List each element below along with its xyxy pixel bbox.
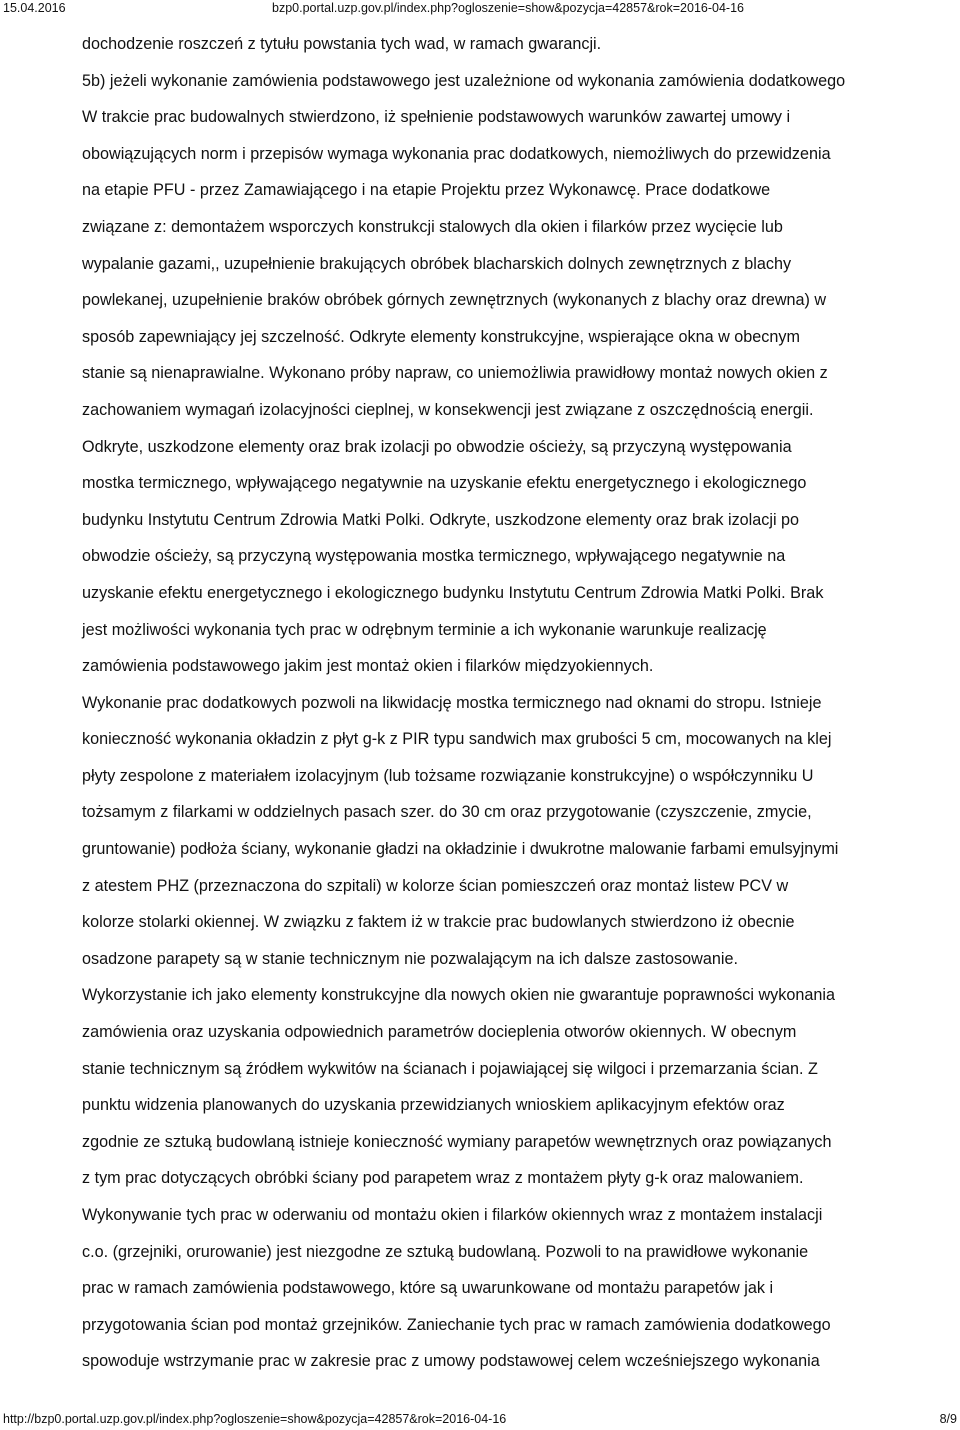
text-line: obowiązujących norm i przepisów wymaga wykonania prac dodatkowych, niemożliwych do przewidzenia [82, 144, 831, 163]
text-line: płyty zespolone z materiałem izolacyjnym (lub tożsame rozwiązanie konstrukcyjne) o współczynniku U [82, 766, 814, 785]
text-line: mostka termicznego, wpływającego negatywnie na uzyskanie efektu energetycznego i ekologicznego [82, 474, 807, 493]
text-line: powlekanej, uzupełnienie braków obróbek górnych zewnętrznych (wykonanych z blachy oraz drewna) w [82, 291, 827, 310]
text-line: budynku Instytutu Centrum Zdrowia Matki Polki. Odkryte, uszkodzone elementy oraz brak izolacji po [82, 510, 800, 529]
footer-url: http://bzp0.portal.uzp.gov.pl/index.php?ogloszenie=show&pozycja=42857&rok=2016-04-16 [3, 1412, 507, 1426]
text-line: wypalanie gazami,, uzupełnienie brakujących obróbek blacharskich dolnych zewnętrznych z blachy [82, 254, 792, 273]
text-line: zamówienia podstawowego jakim jest montaż okien i filarków międzyokiennych. [82, 657, 654, 676]
text-line: zamówienia oraz uzyskania odpowiednich parametrów docieplenia otworów okiennych. W obecnym [82, 1023, 797, 1042]
text-line: dochodzenie roszczeń z tytułu powstania tych wad, w ramach gwarancji. [82, 35, 602, 53]
text-line: c.o. (grzejniki, orurowanie) jest niezgodne ze sztuką budowlaną. Pozwoli to na prawidłowe wykonanie [82, 1242, 809, 1261]
text-line: związane z: demontażem wsporczych konstrukcji stalowych dla okien i filarków przez wycięcie lub [82, 217, 783, 236]
text-line: spowoduje wstrzymanie prac w zakresie prac z umowy podstawowej celem wcześniejszego wykonania [82, 1352, 820, 1371]
text-line: kolorze stolarki okiennej. W związku z faktem iż w trakcie prac budowlanych stwierdzono iż obecnie [82, 913, 795, 932]
text-line: Wykonywanie tych prac w oderwaniu od montażu okien i filarków okiennych wraz z montażem instalacji [82, 1206, 823, 1224]
text-line: na etapie PFU - przez Zamawiającego i na etapie Projektu przez Wykonawcę. Prace dodatkowe [82, 181, 771, 200]
document-body [82, 26, 954, 1380]
page-number: 8/9 [939, 1412, 957, 1426]
text-line: osadzone parapety są w stanie technicznym nie pozwalającym na ich dalsze zastosowanie. [82, 949, 738, 968]
text-line: zgodnie ze sztuką budowlaną istnieje konieczność wymiany parapetów wewnętrznych oraz powiązanych [82, 1132, 832, 1151]
text-line: przygotowania ścian pod montaż grzejników. Zaniechanie tych prac w ramach zamówienia dodatkowego [82, 1315, 831, 1334]
text-line: z atestem PHZ (przeznaczona do szpitali) w kolorze ścian pomieszczeń oraz montaż listew PCV w [82, 876, 789, 895]
print-date: 15.04.2016 [3, 1, 66, 15]
text-line: Wykonanie prac dodatkowych pozwoli na likwidację mostka termicznego nad oknami do stropu. Istnieje [82, 693, 822, 712]
text-line: obwodzie ościeży, są przyczyną występowania mostka termicznego, wpływającego negatywnie na [82, 547, 786, 566]
text-line: stanie są nienaprawialne. Wykonano próby napraw, co uniemożliwia prawidłowy montaż nowych okien z [82, 364, 828, 383]
page-footer [0, 1411, 960, 1427]
text-line: Wykorzystanie ich jako elementy konstrukcyjne dla nowych okien nie gwarantuje poprawności wykonania [82, 986, 835, 1005]
text-line: prac w ramach zamówienia podstawowego, które są uwarunkowane od montażu parapetów jak i [82, 1279, 774, 1298]
text-line: sposób zapewniający jej szczelność. Odkryte elementy konstrukcyjne, wspierające okna w obecnym [82, 327, 800, 346]
text-line: tożsamym z filarkami w oddzielnych pasach szer. do 30 cm oraz przygotowanie (czyszczenie, zmycie, [82, 803, 812, 822]
text-line: punktu widzenia planowanych do uzyskania przewidzianych wnioskiem aplikacyjnym efektów oraz [82, 1096, 785, 1115]
text-line: W trakcie prac budowalnych stwierdzono, iż spełnienie podstawowych warunków zawartej umowy i [82, 108, 791, 127]
text-line: z tym prac dotyczących obróbki ściany pod parapetem wraz z montażem płyty g-k oraz malowaniem. [82, 1169, 804, 1188]
text-line: zachowaniem wymagań izolacyjności cieplnej, w konsekwencji jest związane z oszczędnością energii. [82, 400, 814, 419]
text-line: gruntowanie) podłoża ściany, wykonanie gładzi na okładzinie i dwukrotne malowanie farbami emulsyjnymi [82, 840, 839, 859]
text-line: 5b) jeżeli wykonanie zamówienia podstawowego jest uzależnione od wykonania zamówienia dodatkowego [82, 71, 846, 90]
header-url: bzp0.portal.uzp.gov.pl/index.php?ogloszenie=show&pozycja=42857&rok=2016-04-16 [272, 1, 744, 15]
page-header [0, 0, 960, 16]
text-line: stanie technicznym są źródłem wykwitów na ścianach i pojawiającej się wilgoci i przemarzania ścian. Z [82, 1059, 818, 1078]
text-line: konieczność wykonania okładzin z płyt g-k z PIR typu sandwich max grubości 5 cm, mocowanych na klej [82, 730, 832, 749]
text-line: uzyskanie efektu energetycznego i ekologicznego budynku Instytutu Centrum Zdrowia Matki Polki. Brak [82, 583, 824, 602]
text-line: jest możliwości wykonania tych prac w odrębnym terminie a ich wykonanie warunkuje realizację [82, 620, 767, 639]
text-line: Odkryte, uszkodzone elementy oraz brak izolacji po obwodzie ościeży, są przyczyną występowania [82, 437, 792, 456]
